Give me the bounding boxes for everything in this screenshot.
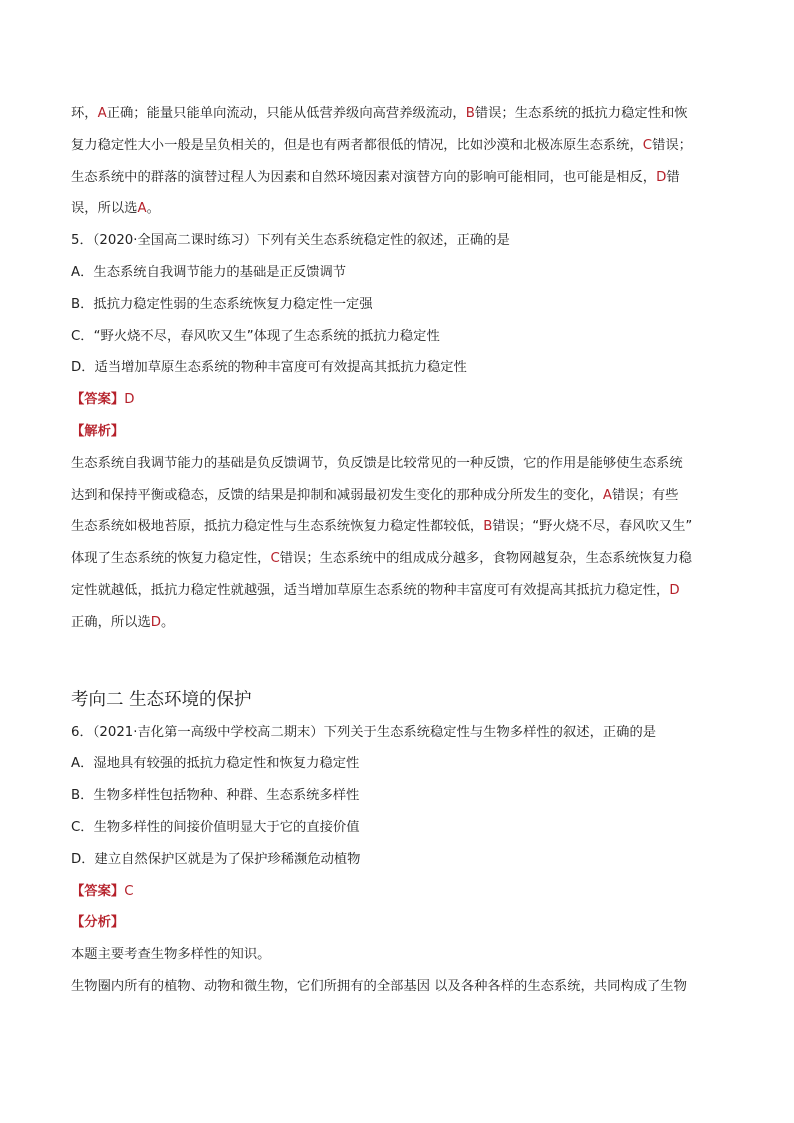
q6-analysis-line [71, 939, 731, 971]
q5-analysis-line [71, 543, 731, 575]
q6-analysis-line [71, 971, 731, 1003]
q5-analysis-line [71, 575, 731, 607]
q5-analysis-text: 生态系统自我调节能力的基础是负反馈调节，负反馈是比较常见的一种反馈，它的作用是能够使生态系统 [71, 455, 683, 471]
q5-analysis-text: 。 [161, 614, 175, 630]
question-5-option-a: A．生态系统自我调节能力的基础是正反馈调节 [71, 264, 347, 280]
intro-text: 。 [146, 201, 160, 217]
q5-analysis-line [71, 448, 731, 480]
question-5-option-b: B．抵抗力稳定性弱的生态系统恢复力稳定性一定强 [71, 296, 373, 312]
intro-text: 误，所以选 [71, 201, 138, 217]
answer-tag: 【答案】 [71, 392, 125, 408]
intro-text: 错误； [652, 137, 692, 153]
question-5-stem: 5．（2020·全国高二课时练习）下列有关生态系统稳定性的叙述，正确的是 [71, 233, 510, 249]
question-6 [71, 717, 731, 1003]
question-5-option-c: C．“野火烧不尽，春风吹又生”体现了生态系统的抵抗力稳定性 [71, 328, 440, 344]
q5-analysis-text: D [150, 614, 162, 630]
question-6-option-d: D．建立自然保护区就是为了保护珍稀濒危动植物 [71, 851, 361, 867]
intro-text: A [137, 201, 147, 217]
intro-line [71, 162, 731, 194]
q5-analysis-line [71, 511, 731, 543]
q5-analysis-text: 错误；“野火烧不尽，春风吹又生” [492, 519, 693, 535]
intro-line [71, 130, 731, 162]
intro-text: B [465, 106, 475, 121]
question-6-analysis-tag: 【分析】 [71, 915, 125, 931]
intro-text: D [656, 169, 667, 185]
question-5-analysis-tag: 【解析】 [71, 423, 125, 439]
question-6-option-b: B．生物多样性包括物种、种群、生态系统多样性 [71, 788, 360, 804]
question-6-option-a: A．湿地具有较强的抵抗力稳定性和恢复力稳定性 [71, 756, 360, 772]
intro-line [71, 193, 731, 225]
q6-analysis-text: 本题主要考查生物多样性的知识。 [71, 947, 271, 963]
intro-text: A [97, 106, 107, 121]
q5-analysis-text: 正确，所以选 [71, 614, 151, 630]
q5-analysis-text: B [483, 519, 493, 535]
q5-analysis-text: D [669, 582, 680, 598]
q5-analysis-text: 体现了生态系统的恢复力稳定性， [71, 551, 271, 567]
question-6-stem: 6．（2021·吉化第一高级中学校高二期末）下列关于生态系统稳定性与生物多样性的叙述，正确的是 [71, 724, 657, 740]
document-page [71, 98, 731, 1003]
q5-analysis-line [71, 607, 731, 639]
q6-analysis-text: 生物圈内所有的植物、动物和微生物，它们所拥有的全部基因 以及各种各样的生态系统，共同构成了生物 [71, 978, 687, 994]
question-5-answer [71, 384, 731, 416]
intro-text: 正确；能量只能单向流动，只能从低营养级向高营养级流动， [106, 106, 466, 121]
q5-analysis-text: 错误；生态系统中的组成成分越多，食物网越复杂，生态系统恢复力稳 [279, 551, 692, 567]
intro-text: 错 [666, 169, 680, 185]
intro-text: 环， [71, 106, 98, 121]
q5-analysis-line [71, 480, 731, 512]
question-5-analysis [71, 448, 731, 639]
intro-text: 生态系统中的群落的演替过程人为因素和自然环境因素对演替方向的影响可能相同，也可能是相反， [71, 169, 657, 185]
q5-analysis-text: 生态系统如极地苔原，抵抗力稳定性与生态系统恢复力稳定性都较低， [71, 519, 484, 535]
answer-value: D [124, 392, 135, 408]
intro-text: 复力稳定性大小一般是呈负相关的，但是也有两者都很低的情况，比如沙漠和北极冻原生态系统， [71, 137, 643, 153]
question-6-analysis [71, 939, 731, 1003]
question-5-option-d: D．适当增加草原生态系统的物种丰富度可有效提高其抵抗力稳定性 [71, 360, 467, 376]
intro-paragraph [71, 98, 731, 225]
q5-analysis-text: 错误；有些 [611, 487, 679, 503]
q5-analysis-text: A [602, 487, 612, 503]
intro-text: C [642, 137, 653, 153]
question-6-answer [71, 876, 731, 908]
answer-tag: 【答案】 [71, 883, 125, 899]
q5-analysis-text: 定性就越低，抵抗力稳定性就越强，适当增加草原生态系统的物种丰富度可有效提高其抵抗力稳定性， [71, 582, 670, 598]
section-heading: 考向二 生态环境的保护 [71, 689, 252, 710]
q5-analysis-text: 达到和保持平衡或稳态，反馈的结果是抑制和减弱最初发生变化的那种成分所发生的变化， [71, 487, 603, 503]
question-6-option-c: C．生物多样性的间接价值明显大于它的直接价值 [71, 819, 360, 835]
answer-value: C [124, 883, 134, 899]
intro-line [71, 98, 731, 130]
intro-text: 错误；生态系统的抵抗力稳定性和恢 [474, 106, 688, 121]
question-5 [71, 225, 731, 638]
q5-analysis-text: C [270, 551, 280, 567]
